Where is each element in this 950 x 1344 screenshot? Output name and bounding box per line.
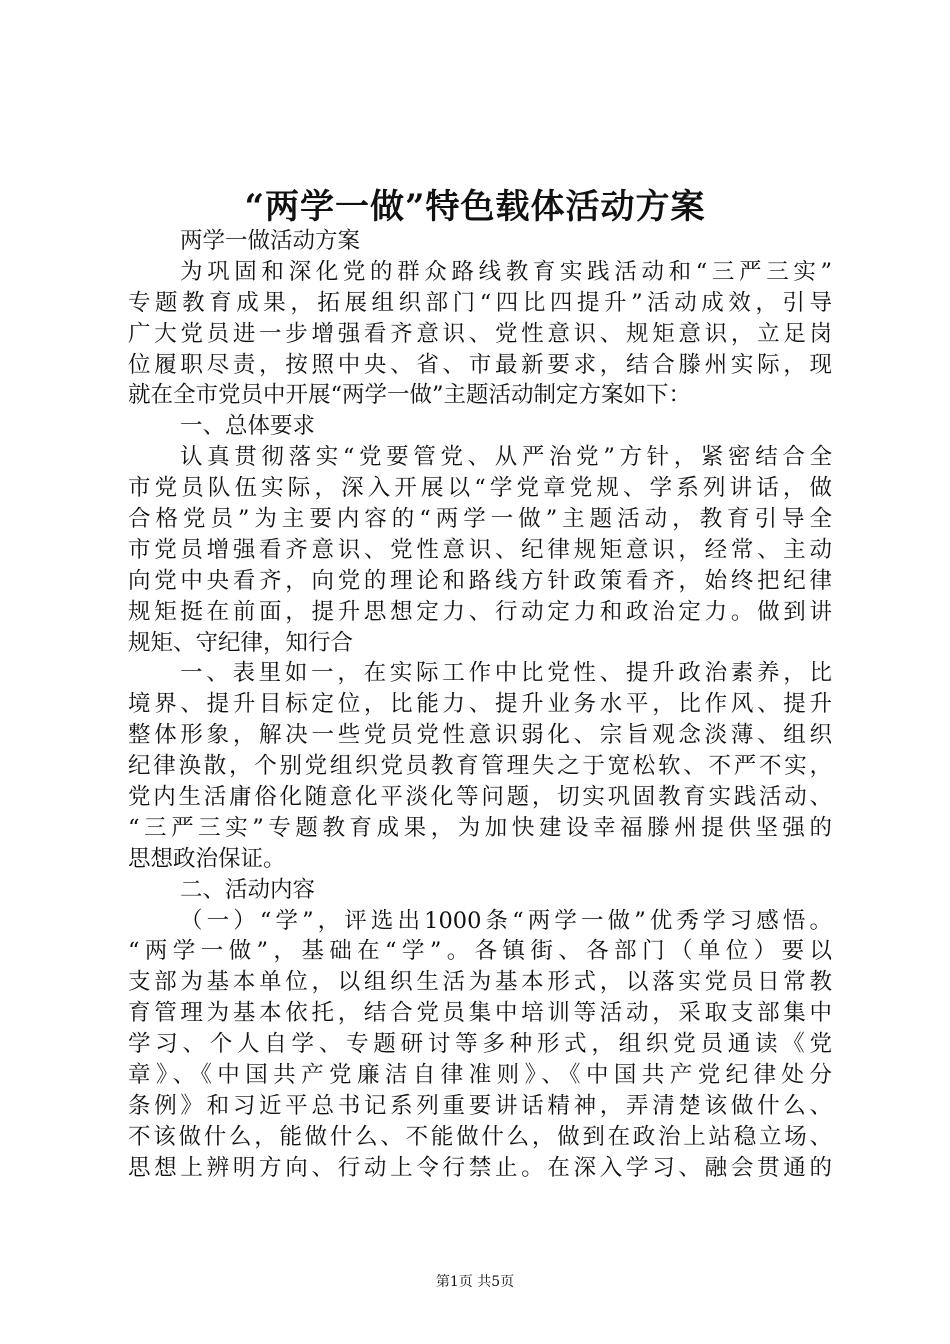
body-line: 一、总体要求 — [180, 413, 316, 440]
body-line: 整体形象，解决一些党员党性意识弱化、宗旨观念淡薄、组织 — [128, 722, 832, 749]
body-line: 市党员队伍实际，深入开展以“学党章党规、学系列讲话，做 — [128, 475, 832, 502]
body-line: 专题教育成果，拓展组织部门“四比四提升”活动成效，引导 — [128, 289, 832, 316]
body-line: 广大党员进一步增强看齐意识、党性意识、规矩意识，立足岗 — [128, 320, 832, 347]
body-line: 思想上辨明方向、行动上令行禁止。在深入学习、融会贯通的 — [128, 1154, 832, 1181]
body-line: 党内生活庸俗化随意化平淡化等问题，切实巩固教育实践活动、 — [128, 784, 832, 811]
body-line: 规矩、守纪律，知行合 — [128, 629, 354, 656]
body-line: “两学一做”，基础在“学”。各镇街、各部门（单位）要以 — [128, 938, 832, 965]
body-line: 向党中央看齐，向党的理论和路线方针政策看齐，始终把纪律 — [128, 567, 832, 594]
body-line: 就在全市党员中开展“两学一做”主题活动制定方案如下： — [128, 382, 692, 409]
page-footer: 第1页 共5页 — [435, 1274, 515, 1290]
body-line: 二、活动内容 — [180, 876, 316, 903]
body-line: 认真贯彻落实“党要管党、从严治党”方针，紧密结合全 — [180, 444, 832, 471]
body-line: 不该做什么，能做什么、不能做什么，做到在政治上站稳立场、 — [128, 1123, 832, 1150]
body-line: 思想政治保证。 — [128, 845, 286, 872]
body-line: 条例》和习近平总书记系列重要讲话精神，弄清楚该做什么、 — [128, 1092, 832, 1119]
body-line: 位履职尽责，按照中央、省、市最新要求，结合滕州实际，现 — [128, 351, 832, 378]
body-line: “三严三实”专题教育成果，为加快建设幸福滕州提供坚强的 — [128, 814, 832, 841]
body-line: 境界、提升目标定位，比能力、提升业务水平，比作风、提升 — [128, 691, 832, 718]
body-line: 章》、《中国共产党廉洁自律准则》、《中国共产党纪律处分 — [128, 1062, 832, 1089]
body-line: 合格党员”为主要内容的“两学一做”主题活动，教育引导全 — [128, 506, 832, 533]
body-line: 学习、个人自学、专题研讨等多种形式，组织党员通读《党 — [128, 1031, 832, 1058]
document-body — [128, 226, 832, 1184]
document-title: “两学一做”特色载体活动方案 — [244, 187, 706, 227]
body-line: 一、表里如一，在实际工作中比党性、提升政治素养，比 — [180, 660, 832, 687]
body-line: 支部为基本单位，以组织生活为基本形式，以落实党员日常教 — [128, 969, 832, 996]
body-line: 为巩固和深化党的群众路线教育实践活动和“三严三实” — [180, 258, 832, 285]
body-line: 两学一做活动方案 — [180, 228, 361, 254]
body-line: 市党员增强看齐意识、党性意识、纪律规矩意识，经常、主动 — [128, 536, 832, 563]
body-line: 育管理为基本依托，结合党员集中培训等活动，采取支部集中 — [128, 1000, 832, 1027]
body-line: 规矩挺在前面，提升思想定力、行动定力和政治定力。做到讲 — [128, 598, 832, 625]
body-line: （一）“学”，评选出1000条“两学一做”优秀学习感悟。 — [180, 907, 832, 934]
body-line: 纪律涣散，个别党组织党员教育管理失之于宽松软、不严不实， — [128, 753, 832, 780]
